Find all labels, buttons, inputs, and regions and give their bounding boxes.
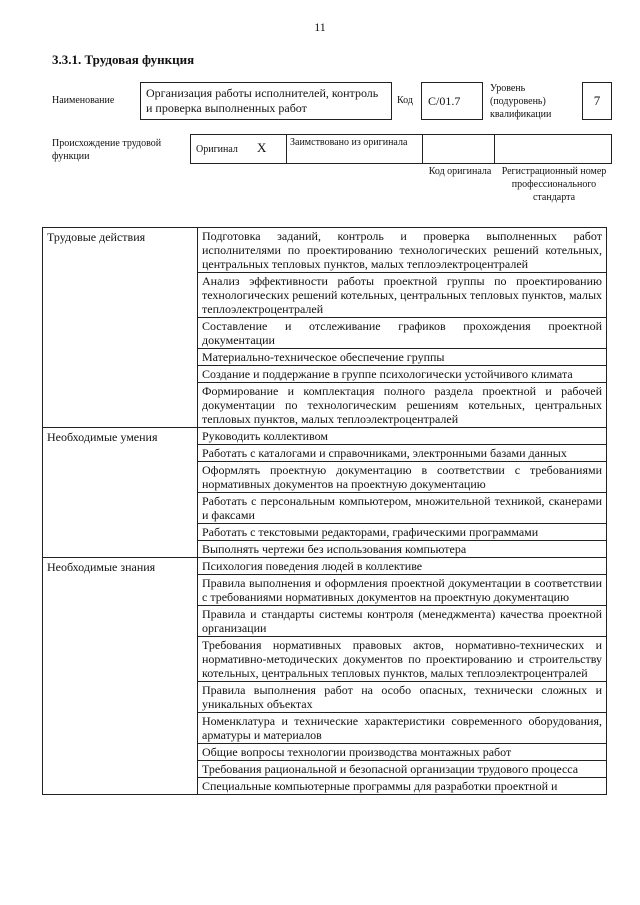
knowledge-label: Необходимые знания: [43, 558, 198, 795]
skill-item: Выполнять чертежи без использования компьютера: [198, 541, 607, 558]
origin-reg-cell: [495, 135, 611, 163]
action-item: Составление и отслеживание графиков прохождения проектной документации: [198, 318, 607, 349]
origin-row: [190, 134, 612, 164]
knowledge-item: Специальные компьютерные программы для разработки проектной и: [198, 778, 607, 795]
reg-number-caption: Регистрационный номер профессионального стандарта: [501, 166, 607, 203]
function-table: [42, 227, 607, 795]
knowledge-item: Правила выполнения и оформления проектной документации в соответствии с требованиями нормативных документов на проектную документацию: [198, 575, 607, 606]
table-row: [43, 228, 607, 273]
code-value: С/01.7: [421, 82, 483, 120]
level-label: Уровень (подуровень) квалификации: [490, 83, 552, 120]
knowledge-item: Психология поведения людей в коллективе: [198, 558, 607, 575]
skill-item: Работать с каталогами и справочниками, электронными базами данных: [198, 445, 607, 462]
origin-borrowed-cell: Заимствовано из оригинала: [287, 135, 423, 163]
page-bottom-margin: [0, 830, 640, 905]
action-item: Формирование и комплектация полного раздела проектной и рабочей документации по технологическим решениям котельных, центральных тепловых пунктов, малых теплоэлектроцентралей: [198, 383, 607, 428]
action-item: Подготовка заданий, контроль и проверка выполненных работ исполнителями по проектированию технологических решений котельных, центральных тепловых пунктов, малых теплоэлектроцентралей: [198, 228, 607, 273]
skill-item: Работать с персональным компьютером, множительной техникой, сканерами и факсами: [198, 493, 607, 524]
code-original-caption: Код оригинала: [428, 166, 492, 177]
knowledge-item: Общие вопросы технологии производства монтажных работ: [198, 744, 607, 761]
skill-item: Работать с текстовыми редакторами, графическими программами: [198, 524, 607, 541]
knowledge-item: Правила выполнения работ на особо опасных, технически сложных и уникальных объектах: [198, 682, 607, 713]
page-number: 11: [314, 20, 326, 34]
knowledge-item: Номенклатура и технические характеристики современного оборудования, арматуры и материалов: [198, 713, 607, 744]
skill-item: Руководить коллективом: [198, 428, 607, 445]
origin-label: Происхождение трудовой функции: [52, 138, 162, 162]
origin-code-cell: [423, 135, 495, 163]
name-value: Организация работы исполнителей, контроль и проверка выполненных работ: [140, 82, 392, 120]
action-item: Материально-техническое обеспечение группы: [198, 349, 607, 366]
knowledge-item: Правила и стандарты системы контроля (менеджмента) качества проектной организации: [198, 606, 607, 637]
origin-original-cell: [191, 135, 287, 163]
name-label: Наименование: [52, 95, 115, 106]
origin-original-label: Оригинал: [196, 144, 238, 155]
knowledge-item: Требования нормативных правовых актов, нормативно-технических и нормативно-методических документов по проектированию и строительству котельных, центральных тепловых пунктов, малых теплоэлектроцентралей: [198, 637, 607, 682]
skill-item: Оформлять проектную документацию в соответствии с требованиями нормативных документов на проектную документацию: [198, 462, 607, 493]
level-value: 7: [582, 82, 612, 120]
origin-mark: X: [257, 140, 267, 155]
action-item: Анализ эффективности работы проектной группы по проектированию технологических решений котельных, центральных тепловых пунктов, малых теплоэлектроцентралей: [198, 273, 607, 318]
actions-label: Трудовые действия: [43, 228, 198, 428]
code-label: Код: [397, 95, 413, 106]
table-row: [43, 428, 607, 445]
section-title: 3.3.1. Трудовая функция: [52, 52, 195, 67]
action-item: Создание и поддержание в группе психологически устойчивого климата: [198, 366, 607, 383]
table-row: [43, 558, 607, 575]
knowledge-item: Требования рациональной и безопасной организации трудового процесса: [198, 761, 607, 778]
skills-label: Необходимые умения: [43, 428, 198, 558]
